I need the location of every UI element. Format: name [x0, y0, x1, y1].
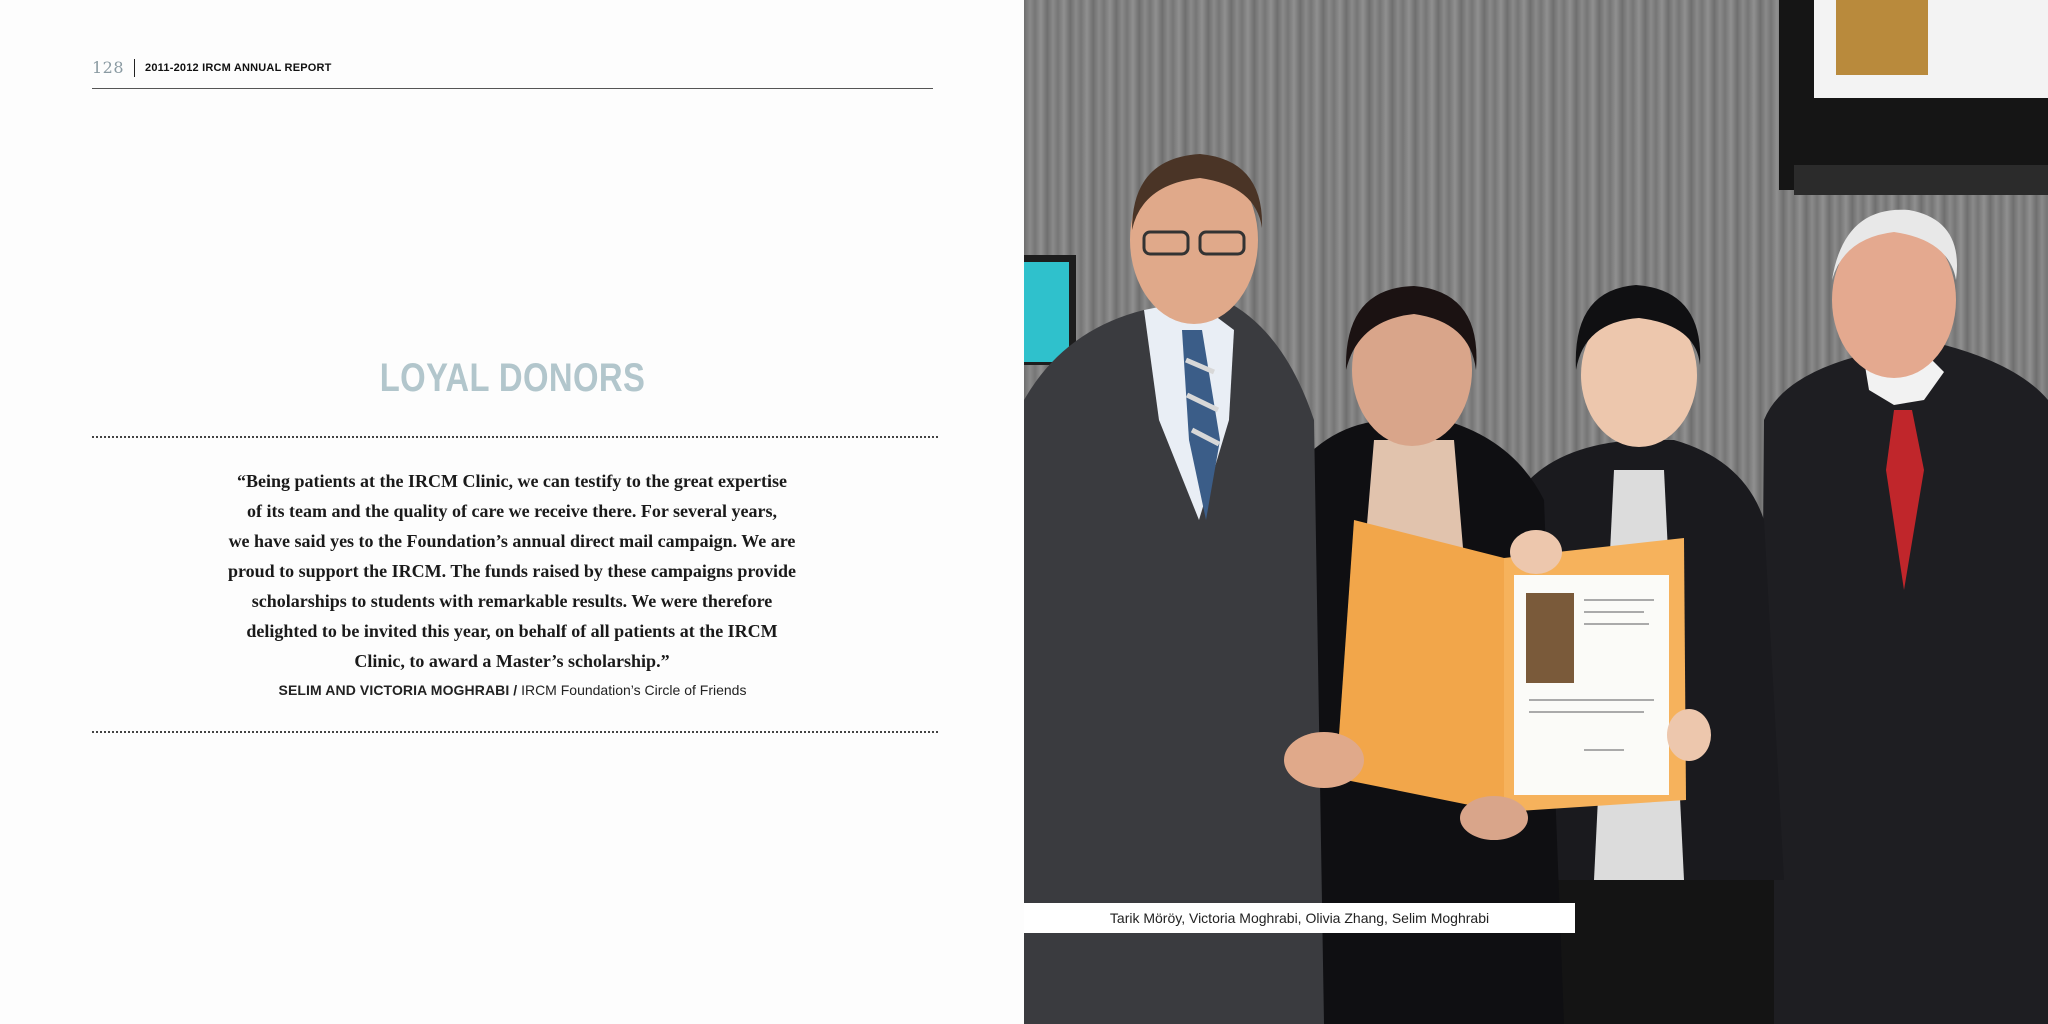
running-header	[92, 58, 332, 77]
report-title: 2011-2012 IRCM ANNUAL REPORT	[145, 61, 332, 74]
quote-line: we have said yes to the Foundation’s annual direct mail campaign. We are	[228, 531, 796, 551]
photo-illustration	[1024, 0, 2048, 1024]
dotted-rule-bottom	[92, 731, 938, 733]
quote-line: of its team and the quality of care we receive there. For several years,	[246, 501, 777, 521]
attribution-affiliation: IRCM Foundation’s Circle of Friends	[521, 682, 747, 698]
attribution-names: SELIM AND VICTORIA MOGHRABI	[278, 682, 510, 698]
quote-line: “Being patients at the IRCM Clinic, we can testify to the great expertise	[236, 471, 788, 491]
section-heading: LOYAL DONORS	[379, 356, 646, 400]
person-selim	[1759, 210, 2048, 1024]
header-separator	[134, 59, 135, 77]
attribution-separator: /	[509, 682, 522, 698]
donor-photo	[1024, 0, 2048, 1024]
testimonial-quote	[212, 466, 812, 676]
header-rule	[92, 88, 933, 89]
hand	[1667, 709, 1711, 761]
testimonial-attribution	[92, 682, 933, 698]
certificate-folder	[1336, 520, 1686, 812]
hand	[1284, 732, 1364, 788]
quote-line: proud to support the IRCM. The funds raised by these campaigns provide	[227, 561, 797, 581]
quote-line: scholarships to students with remarkable results. We were therefore	[251, 591, 773, 611]
hand	[1460, 796, 1528, 840]
photo-caption: Tarik Möröy, Victoria Moghrabi, Olivia Zhang, Selim Moghrabi	[1024, 903, 1575, 933]
dotted-rule-top	[92, 436, 938, 438]
page-number: 128	[92, 58, 125, 77]
quote-line: delighted to be invited this year, on behalf of all patients at the IRCM	[246, 621, 778, 641]
tv-stand	[1794, 165, 2048, 195]
certificate-image	[1526, 593, 1574, 683]
hand	[1510, 530, 1562, 574]
wall-frame-teal	[1024, 262, 1069, 362]
quote-line: Clinic, to award a Master’s scholarship.”	[354, 651, 670, 671]
tv-screen-image	[1836, 0, 1928, 75]
